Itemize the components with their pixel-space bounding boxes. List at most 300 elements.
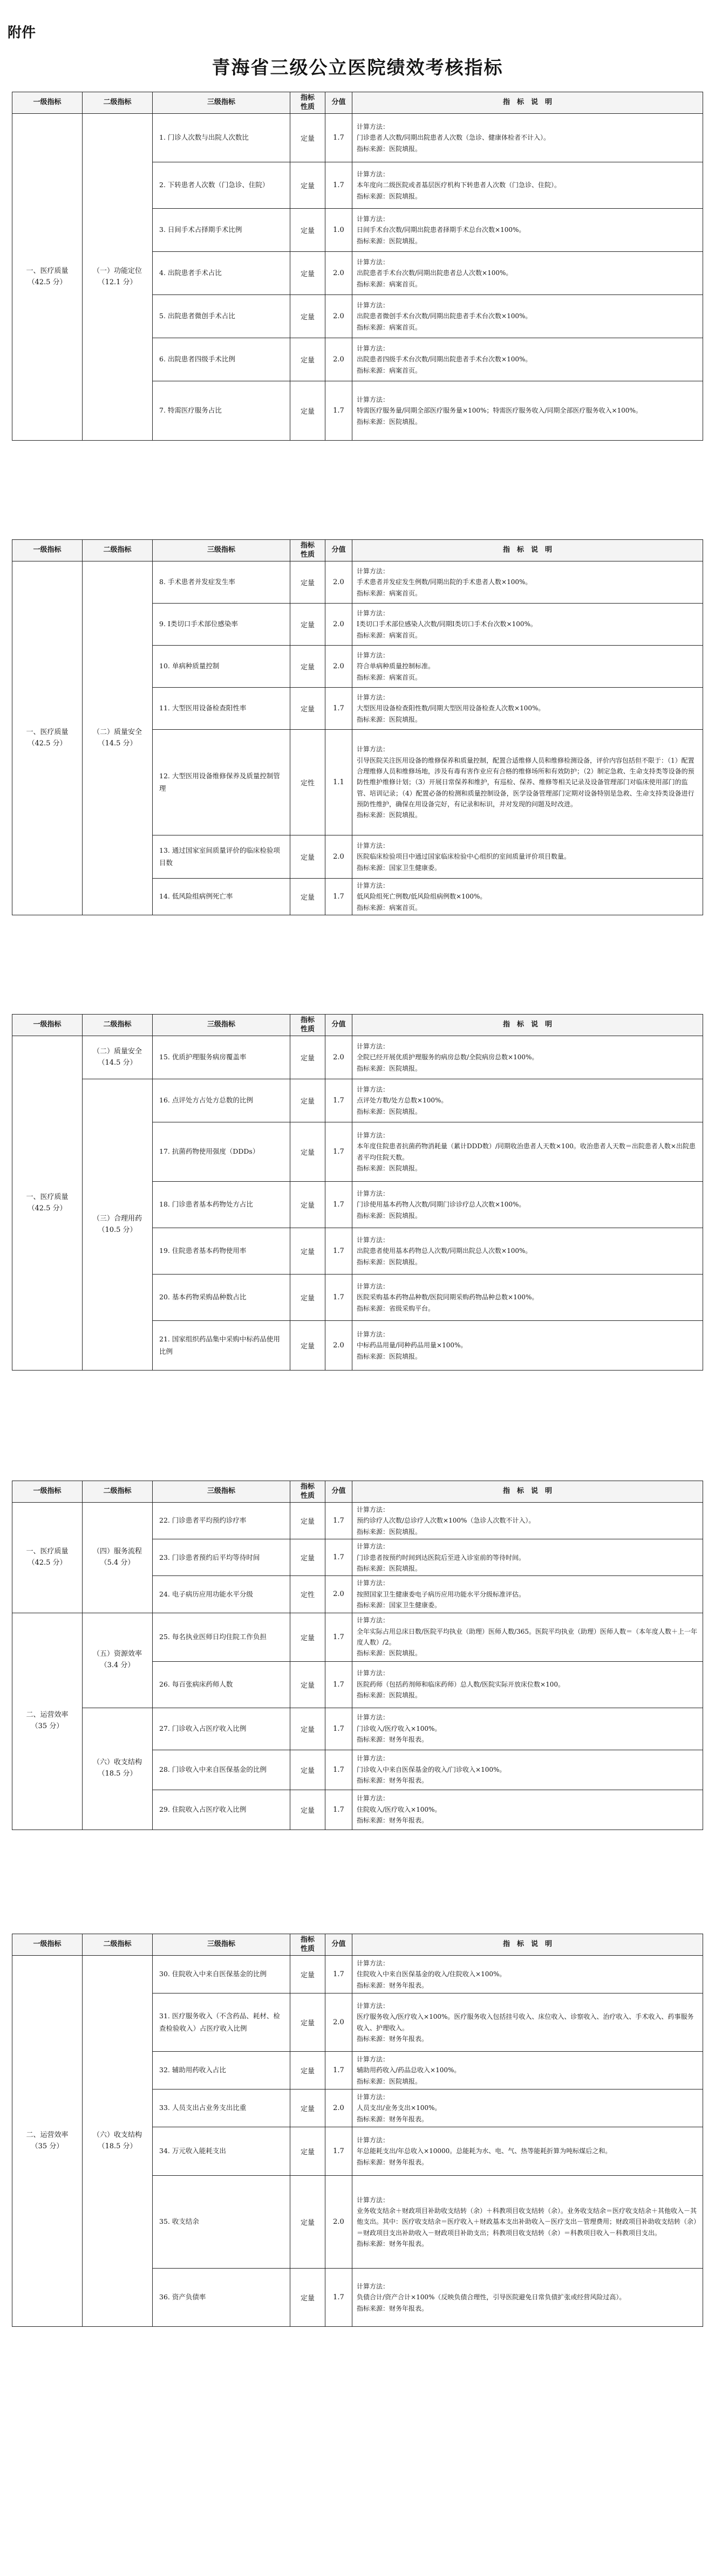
- column-header: 一级指标: [12, 1934, 83, 1956]
- description-line: 指标来源：医院填报。: [357, 811, 422, 819]
- description-line: 指标来源：财务年报表。: [357, 1981, 428, 1989]
- description-line: 计算方法：: [357, 2093, 390, 2101]
- level3-indicator: 17. 抗菌药物使用强度（DDDs）: [153, 1122, 290, 1182]
- indicator-nature: 定量: [290, 252, 325, 295]
- indicator-nature: 定量: [290, 1036, 325, 1079]
- description-line: 出院患者四级手术台次数/同期出院患者手术台次数×100%。: [357, 355, 532, 364]
- indicator-score: 1.7: [325, 1790, 352, 1830]
- indicator-score: 1.7: [325, 1503, 352, 1539]
- description-line: 计算方法：: [357, 395, 390, 403]
- indicator-score: 2.0: [325, 1036, 352, 1079]
- description-line: 指标来源：病案首页。: [357, 323, 422, 331]
- level3-indicator: 16. 点评处方占处方总数的比例: [153, 1079, 290, 1122]
- description-line: 指标来源：病案首页。: [357, 631, 422, 639]
- description-line: 医院临床检验项目中通过国家临床检验中心组织的室间质量评价项目数量。: [357, 853, 571, 861]
- description-line: 住院收入/医疗收入×100%。: [357, 1805, 441, 1813]
- table-header-row: [12, 540, 703, 561]
- indicator-score: 2.0: [325, 338, 352, 381]
- table-row: [12, 1036, 703, 1079]
- indicator-description: [352, 2089, 703, 2127]
- description-line: 指标来源：病案首页。: [357, 280, 422, 288]
- description-line: 门诊使用基本药物人次数/同期门诊诊疗总人次数×100%。: [357, 1201, 526, 1209]
- indicator-score: 1.7: [325, 381, 352, 441]
- indicator-table: [12, 1934, 703, 2327]
- level3-indicator: 8. 手术患者并发症发生率: [153, 561, 290, 604]
- column-header: 指 标 说 明: [352, 1934, 703, 1956]
- column-header: 分值: [325, 540, 352, 561]
- indicator-score: 2.0: [325, 252, 352, 295]
- indicator-nature: 定量: [290, 2176, 325, 2269]
- description-line: 计算方法：: [357, 1794, 390, 1803]
- level3-indicator: 12. 大型医用设备维修保养及质量控制管理: [153, 730, 290, 835]
- description-line: 计算方法：: [357, 841, 390, 849]
- level3-indicator: 19. 住院患者基本药物使用率: [153, 1228, 290, 1275]
- description-line: 本年度住院患者抗菌药物消耗量（累计DDD数）/同期收治患者人天数×100。收治患者人天数＝出院患者人数×出院患者平均住院天数。: [357, 1142, 696, 1161]
- indicator-score: 2.0: [325, 2089, 352, 2127]
- description-line: 住院收入中来自医保基金的收入/住院收入×100%。: [357, 1970, 506, 1978]
- table-row: [12, 1613, 703, 1661]
- table-row: [12, 1708, 703, 1750]
- indicator-score: 2.0: [325, 1993, 352, 2052]
- level1-indicator: 二、运营效率 （35 分）: [12, 1956, 83, 2327]
- indicator-description: [352, 688, 703, 730]
- level2-indicator: （二）质量安全 （14.5 分）: [83, 1036, 153, 1079]
- indicator-score: 1.7: [325, 1275, 352, 1321]
- description-line: 指标来源：病案首页。: [357, 366, 422, 374]
- indicator-nature: 定量: [290, 688, 325, 730]
- indicator-score: 1.7: [325, 1956, 352, 1993]
- column-header: 一级指标: [12, 92, 83, 114]
- description-line: 计算方法：: [357, 2136, 390, 2144]
- description-line: 门诊收入/医疗收入×100%。: [357, 1724, 441, 1732]
- description-line: 计算方法：: [357, 258, 390, 266]
- description-line: 计算方法：: [357, 609, 390, 617]
- indicator-nature: 定量: [290, 835, 325, 879]
- description-line: 指标来源：财务年报表。: [357, 2034, 428, 2043]
- indicator-score: 1.1: [325, 730, 352, 835]
- description-line: 指标来源：医院填报。: [357, 2077, 422, 2085]
- level3-indicator: 33. 人员支出占业务支出比重: [153, 2089, 290, 2127]
- document-title: 青海省三级公立医院绩效考核指标: [212, 57, 503, 79]
- description-line: 指标来源：医院填报。: [357, 1527, 422, 1536]
- indicator-description: [352, 1576, 703, 1613]
- description-line: 指标来源：医院填报。: [357, 192, 422, 200]
- description-line: 计算方法：: [357, 1755, 390, 1763]
- description-line: 指标来源：医院填报。: [357, 1107, 422, 1115]
- description-line: 计算方法：: [357, 693, 390, 701]
- indicator-nature: 定量: [290, 561, 325, 604]
- table-row: [12, 1503, 703, 1539]
- description-line: 指标来源：医院填报。: [357, 1564, 422, 1572]
- description-line: 引导医院关注医用设备的维修保养和质量控制，配置合适维修人员和维修检测设备，评价内容包括但不限于：（1）配置合理维修人员和维修场地，涉及有毒有害作业应有合格的维修场所和有效防护；（2）制定急救、生命支持类等设备的预防性维护维修计划；（3）开展日常保养和维护，有巡检、保养、维修等相关记录及设备管理部门对临床使用部门的监管、培训记录；（4）配置必备的检测和质量控制设备，医学设备管理部门定期对设备特别是急救、生命支持类设备进行预防性维护，确保在用设备完好，有记录和标识，并对发现的问题及时改进。: [357, 756, 694, 809]
- indicator-nature: 定性: [290, 730, 325, 835]
- indicator-nature: 定量: [290, 1956, 325, 1993]
- description-line: 指标来源：医院填报。: [357, 1352, 422, 1360]
- indicator-description: [352, 1956, 703, 1993]
- description-line: 计算方法：: [357, 1282, 390, 1290]
- indicator-nature: 定量: [290, 2127, 325, 2176]
- level1-indicator: 二、运营效率 （35 分）: [12, 1613, 83, 1830]
- indicator-nature: 定量: [290, 1661, 325, 1708]
- indicator-description: [352, 2127, 703, 2176]
- column-header: 分值: [325, 1481, 352, 1503]
- level3-indicator: 3. 日间手术占择期手术比例: [153, 209, 290, 252]
- level1-indicator: 一、医疗质量 （42.5 分）: [12, 1503, 83, 1613]
- description-line: 计算方法：: [357, 301, 390, 309]
- indicator-description: [352, 2269, 703, 2327]
- description-line: 指标来源：医院填报。: [357, 1649, 422, 1657]
- indicator-score: 1.7: [325, 1613, 352, 1661]
- description-line: 年总能耗支出/年总收入×10000。总能耗为水、电、气、热等能耗折算为吨标煤后之和。: [357, 2147, 612, 2155]
- indicator-description: [352, 209, 703, 252]
- description-line: 指标来源：财务年报表。: [357, 2115, 428, 2123]
- level3-indicator: 32. 辅助用药收入占比: [153, 2052, 290, 2089]
- level2-indicator: （五）资源效率 （3.4 分）: [83, 1613, 153, 1708]
- indicator-nature: 定量: [290, 879, 325, 915]
- level3-indicator: 23. 门诊患者预约后平均等待时间: [153, 1539, 290, 1576]
- level3-indicator: 29. 住院收入占医疗收入比例: [153, 1790, 290, 1830]
- indicator-score: 1.7: [325, 1750, 352, 1790]
- description-line: 指标来源：财务年报表。: [357, 2304, 428, 2312]
- description-line: 指标来源：医院填报。: [357, 237, 422, 245]
- column-header: 二级指标: [83, 1015, 153, 1036]
- indicator-nature: 定量: [290, 1708, 325, 1750]
- indicator-nature: 定量: [290, 646, 325, 688]
- description-line: 业务收支结余＋财政项目补助收支结转（余）＋科教项目收支结转（余）。业务收支结余＝医疗收支结余＋其他收入－其他支出。其中：医疗收支结余＝医疗收入＋财政基本支出补助收入－医疗支出－管理费用；财政项目补助收支结转（余）＝财政项目支出补助收入－财政项目补助支出；科教项目收支结转（余）＝科教项目收入－科教项目支出。: [357, 2207, 697, 2237]
- column-header: 指 标 说 明: [352, 1481, 703, 1503]
- indicator-score: 1.7: [325, 2127, 352, 2176]
- indicator-nature: 定量: [290, 1790, 325, 1830]
- indicator-score: 2.0: [325, 646, 352, 688]
- indicator-description: [352, 2052, 703, 2089]
- indicator-score: 1.7: [325, 1079, 352, 1122]
- indicator-description: [352, 1750, 703, 1790]
- description-line: 计算方法：: [357, 170, 390, 178]
- description-line: 计算方法：: [357, 1330, 390, 1338]
- indicator-nature: 定量: [290, 1503, 325, 1539]
- indicator-score: 2.0: [325, 2176, 352, 2269]
- indicator-description: [352, 1539, 703, 1576]
- indicator-nature: 定量: [290, 2269, 325, 2327]
- level3-indicator: 11. 大型医用设备检查阳性率: [153, 688, 290, 730]
- indicator-nature: 定量: [290, 1750, 325, 1790]
- description-line: 指标来源：财务年报表。: [357, 1777, 428, 1785]
- indicator-nature: 定量: [290, 1182, 325, 1228]
- description-line: 计算方法：: [357, 1669, 390, 1677]
- indicator-description: [352, 295, 703, 338]
- indicator-nature: 定量: [290, 2089, 325, 2127]
- column-header: 三级指标: [153, 540, 290, 561]
- indicator-nature: 定量: [290, 295, 325, 338]
- indicator-score: 2.0: [325, 604, 352, 646]
- level1-indicator: 一、医疗质量 （42.5 分）: [12, 561, 83, 915]
- level2-indicator: （六）收支结构 （18.5 分）: [83, 1708, 153, 1830]
- level3-indicator: 4. 出院患者手术占比: [153, 252, 290, 295]
- indicator-score: 1.7: [325, 2269, 352, 2327]
- description-line: 计算方法：: [357, 1042, 390, 1050]
- indicator-table: [12, 1481, 703, 1830]
- indicator-nature: 定量: [290, 1993, 325, 2052]
- column-header: 指标 性质: [290, 540, 325, 561]
- indicator-description: [352, 879, 703, 915]
- indicator-description: [352, 114, 703, 162]
- description-line: 计算方法：: [357, 1085, 390, 1093]
- indicator-description: [352, 1321, 703, 1371]
- column-header: 三级指标: [153, 1481, 290, 1503]
- description-line: 计算方法：: [357, 1543, 390, 1551]
- description-line: 指标来源：医院填报。: [357, 1164, 422, 1172]
- description-line: 指标来源：医院填报。: [357, 715, 422, 723]
- indicator-nature: 定量: [290, 1122, 325, 1182]
- description-line: 指标来源：病案首页。: [357, 903, 422, 912]
- description-line: 计算方法：: [357, 651, 390, 659]
- column-header: 指标 性质: [290, 1015, 325, 1036]
- column-header: 指标 性质: [290, 92, 325, 114]
- description-line: 计算方法：: [357, 344, 390, 352]
- indicator-score: 1.7: [325, 879, 352, 915]
- level2-indicator: （六）收支结构 （18.5 分）: [83, 1956, 153, 2327]
- column-header: 三级指标: [153, 1934, 290, 1956]
- indicator-score: 1.7: [325, 688, 352, 730]
- level3-indicator: 7. 特需医疗服务占比: [153, 381, 290, 441]
- indicator-description: [352, 1079, 703, 1122]
- description-line: 计算方法：: [357, 882, 390, 889]
- level1-indicator: 一、医疗质量 （42.5 分）: [12, 114, 83, 441]
- indicator-score: 1.7: [325, 162, 352, 209]
- indicator-score: 1.7: [325, 1182, 352, 1228]
- description-line: 医院采购基本药物品种数/医院同期采购药物品种总数×100%。: [357, 1293, 539, 1301]
- column-header: 三级指标: [153, 92, 290, 114]
- level2-indicator: （三）合理用药 （10.5 分）: [83, 1079, 153, 1371]
- description-line: 计算方法：: [357, 567, 390, 575]
- indicator-description: [352, 1503, 703, 1539]
- description-line: 计算方法：: [357, 1714, 390, 1722]
- indicator-score: 1.7: [325, 1228, 352, 1275]
- column-header: 一级指标: [12, 540, 83, 561]
- indicator-nature: 定量: [290, 1321, 325, 1371]
- table-row: [12, 561, 703, 604]
- level3-indicator: 18. 门诊患者基本药物处方占比: [153, 1182, 290, 1228]
- description-line: 门诊患者人次数/同期出院患者人次数（急诊、健康体检者不计入）。: [357, 134, 550, 142]
- indicator-nature: 定量: [290, 1539, 325, 1576]
- indicator-nature: 定量: [290, 338, 325, 381]
- column-header: 二级指标: [83, 540, 153, 561]
- column-header: 指 标 说 明: [352, 92, 703, 114]
- description-line: 按照国家卫生健康委电子病历应用功能水平分级标准评估。: [357, 1590, 526, 1598]
- indicator-score: 2.0: [325, 1576, 352, 1613]
- description-line: 中标药品用量/同种药品用量×100%。: [357, 1341, 467, 1349]
- level3-indicator: 28. 门诊收入中来自医保基金的比例: [153, 1750, 290, 1790]
- indicator-description: [352, 1790, 703, 1830]
- description-line: 计算方法：: [357, 1616, 390, 1625]
- indicator-table: [12, 1014, 703, 1371]
- indicator-description: [352, 162, 703, 209]
- description-line: 全院已经开展优质护理服务的病房总数/全院病房总数×100%。: [357, 1053, 539, 1061]
- description-line: 辅助用药收入/药品总收入×100%。: [357, 2066, 461, 2074]
- description-line: 计算方法：: [357, 1189, 390, 1197]
- description-line: 特需医疗服务量/同期全部医疗服务量×100%；特需医疗服务收入/同期全部医疗服务收入×100%。: [357, 407, 642, 415]
- description-line: 计算方法：: [357, 1959, 390, 1967]
- description-line: 指标来源：国家卫生健康委。: [357, 864, 441, 872]
- indicator-nature: 定性: [290, 1576, 325, 1613]
- description-line: 计算方法：: [357, 1506, 390, 1513]
- level3-indicator: 10. 单病种质量控制: [153, 646, 290, 688]
- indicator-nature: 定量: [290, 209, 325, 252]
- description-line: 指标来源：国家卫生健康委。: [357, 1601, 441, 1609]
- description-line: 日间手术台次数/同期出院患者择期手术总台次数×100%。: [357, 226, 526, 234]
- description-line: 计算方法：: [357, 2055, 390, 2063]
- column-header: 三级指标: [153, 1015, 290, 1036]
- description-line: 指标来源：省级采购平台。: [357, 1304, 435, 1312]
- column-header: 分值: [325, 1934, 352, 1956]
- level3-indicator: 31. 医疗服务收入（不含药品、耗材、检查检验收入）占医疗收入比例: [153, 1993, 290, 2052]
- description-line: 计算方法：: [357, 122, 390, 131]
- description-line: 出院患者微创手术台次数/同期出院患者手术台次数×100%。: [357, 312, 532, 320]
- description-line: 指标来源：病案首页。: [357, 589, 422, 597]
- level3-indicator: 13. 通过国家室间质量评价的临床检验项目数: [153, 835, 290, 879]
- indicator-description: [352, 604, 703, 646]
- level3-indicator: 6. 出院患者四级手术比例: [153, 338, 290, 381]
- indicator-description: [352, 1122, 703, 1182]
- description-line: 医疗服务收入/医疗收入×100%。医疗服务收入包括挂号收入、床位收入、诊察收入、治疗收入、手术收入、药事服务收入、护理收入。: [357, 2013, 694, 2032]
- column-header: 分值: [325, 92, 352, 114]
- indicator-description: [352, 835, 703, 879]
- level2-indicator: （二）质量安全 （14.5 分）: [83, 561, 153, 915]
- column-header: 指标 性质: [290, 1934, 325, 1956]
- indicator-score: 1.0: [325, 209, 352, 252]
- description-line: 出院患者手术台次数/同期出院患者总人次数×100%。: [357, 269, 513, 277]
- description-line: 指标来源：医院填报。: [357, 417, 422, 426]
- description-line: 本年度向二级医院或者基层医疗机构下转患者人次数（门急诊、住院）。: [357, 181, 561, 189]
- description-line: 指标来源：财务年报表。: [357, 2158, 428, 2166]
- column-header: 指标 性质: [290, 1481, 325, 1503]
- description-line: 出院患者使用基本药物总人次数/同期出院总人次数×100%。: [357, 1247, 532, 1255]
- indicator-nature: 定量: [290, 1228, 325, 1275]
- indicator-description: [352, 646, 703, 688]
- indicator-nature: 定量: [290, 1613, 325, 1661]
- attachment-label: 附件: [8, 25, 36, 41]
- indicator-nature: 定量: [290, 1079, 325, 1122]
- level3-indicator: 9. Ⅰ类切口手术部位感染率: [153, 604, 290, 646]
- column-header: 二级指标: [83, 92, 153, 114]
- indicator-score: 1.7: [325, 2052, 352, 2089]
- description-line: 指标来源：医院填报。: [357, 1691, 422, 1700]
- table-header-row: [12, 92, 703, 114]
- level3-indicator: 2. 下转患者人次数（门急诊、住院）: [153, 162, 290, 209]
- description-line: 指标来源：医院填报。: [357, 1211, 422, 1220]
- column-header: 一级指标: [12, 1481, 83, 1503]
- description-line: 指标来源：医院填报。: [357, 145, 422, 153]
- description-line: Ⅰ类切口手术部位感染人次数/同期Ⅰ类切口手术台次数×100%。: [357, 620, 537, 628]
- indicator-nature: 定量: [290, 2052, 325, 2089]
- description-line: 计算方法：: [357, 1579, 390, 1587]
- description-line: 计算方法：: [357, 1236, 390, 1244]
- column-header: 二级指标: [83, 1481, 153, 1503]
- column-header: 指 标 说 明: [352, 1015, 703, 1036]
- indicator-table: [12, 539, 703, 915]
- indicator-score: 1.7: [325, 1122, 352, 1182]
- description-line: 预约诊疗人次数/总诊疗人次数×100%（急诊人次数不计入）。: [357, 1517, 535, 1525]
- table-row: [12, 114, 703, 162]
- description-line: 低风险组死亡例数/低风险组病例数×100%。: [357, 893, 487, 901]
- level3-indicator: 21. 国家组织药品集中采购中标药品使用比例: [153, 1321, 290, 1371]
- description-line: 点评处方数/处方总数×100%。: [357, 1097, 448, 1105]
- description-line: 医院药师（包括药剂师和临床药师）总人数/医院实际开放床位数×100。: [357, 1680, 565, 1688]
- description-line: 门诊患者按预约时间到达医院后至进入诊室前的等待时间。: [357, 1553, 526, 1561]
- description-line: 计算方法：: [357, 215, 390, 223]
- level3-indicator: 24. 电子病历应用功能水平分级: [153, 1576, 290, 1613]
- description-line: 指标来源：财务年报表。: [357, 2240, 428, 2248]
- level3-indicator: 35. 收支结余: [153, 2176, 290, 2269]
- description-line: 指标来源：财务年报表。: [357, 1736, 428, 1744]
- description-line: 大型医用设备检查阳性数/同期大型医用设备检查人次数×100%。: [357, 704, 545, 712]
- description-line: 指标来源：病案首页。: [357, 673, 422, 681]
- description-line: 全年实际占用总床日数/医院平均执业（助理）医师人数/365。医院平均执业（助理）医师人数＝（本年度人数＋上一年度人数）/2。: [357, 1627, 697, 1647]
- indicator-score: 1.7: [325, 1708, 352, 1750]
- description-line: 计算方法：: [357, 1131, 390, 1139]
- indicator-description: [352, 730, 703, 835]
- indicator-nature: 定量: [290, 162, 325, 209]
- level3-indicator: 30. 住院收入中来自医保基金的比例: [153, 1956, 290, 1993]
- description-line: 计算方法：: [357, 745, 390, 753]
- description-line: 手术患者并发症发生例数/同期出院的手术患者人数×100%。: [357, 578, 532, 586]
- table-header-row: [12, 1481, 703, 1503]
- description-line: 计算方法：: [357, 2196, 390, 2204]
- indicator-description: [352, 1182, 703, 1228]
- column-header: 分值: [325, 1015, 352, 1036]
- indicator-score: 2.0: [325, 835, 352, 879]
- indicator-score: 2.0: [325, 295, 352, 338]
- level1-indicator: 一、医疗质量 （42.5 分）: [12, 1036, 83, 1371]
- indicator-score: 1.7: [325, 1539, 352, 1576]
- indicator-description: [352, 338, 703, 381]
- level3-indicator: 34. 万元收入能耗支出: [153, 2127, 290, 2176]
- description-line: 指标来源：医院填报。: [357, 1258, 422, 1266]
- indicator-score: 2.0: [325, 561, 352, 604]
- level2-indicator: （一）功能定位 （12.1 分）: [83, 114, 153, 441]
- indicator-table: [12, 92, 703, 441]
- level3-indicator: 5. 出院患者微创手术占比: [153, 295, 290, 338]
- level3-indicator: 27. 门诊收入占医疗收入比例: [153, 1708, 290, 1750]
- indicator-description: [352, 1228, 703, 1275]
- indicator-description: [352, 1708, 703, 1750]
- indicator-description: [352, 252, 703, 295]
- description-line: 指标来源：医院填报。: [357, 1064, 422, 1072]
- indicator-description: [352, 2176, 703, 2269]
- table-row: [12, 1956, 703, 1993]
- level3-indicator: 25. 每名执业医师日均住院工作负担: [153, 1613, 290, 1661]
- indicator-description: [352, 1993, 703, 2052]
- level3-indicator: 15. 优质护理服务病房覆盖率: [153, 1036, 290, 1079]
- indicator-nature: 定量: [290, 604, 325, 646]
- column-header: 指 标 说 明: [352, 540, 703, 561]
- indicator-nature: 定量: [290, 381, 325, 441]
- description-line: 计算方法：: [357, 2282, 390, 2290]
- column-header: 二级指标: [83, 1934, 153, 1956]
- column-header: 一级指标: [12, 1015, 83, 1036]
- indicator-score: 2.0: [325, 1321, 352, 1371]
- description-line: 负债合计/资产合计×100%（反映负债合理性，引导医院避免日常负债扩张或经营风险过高）。: [357, 2293, 626, 2301]
- description-line: 人员支出/业务支出×100%。: [357, 2104, 441, 2112]
- description-line: 符合单病种质量控制标准。: [357, 662, 435, 670]
- indicator-description: [352, 1661, 703, 1708]
- indicator-description: [352, 381, 703, 441]
- description-line: 门诊收入中来自医保基金的收入/门诊收入×100%。: [357, 1765, 506, 1773]
- indicator-score: 1.7: [325, 114, 352, 162]
- description-line: 计算方法：: [357, 2002, 390, 2010]
- indicator-description: [352, 1613, 703, 1661]
- indicator-description: [352, 561, 703, 604]
